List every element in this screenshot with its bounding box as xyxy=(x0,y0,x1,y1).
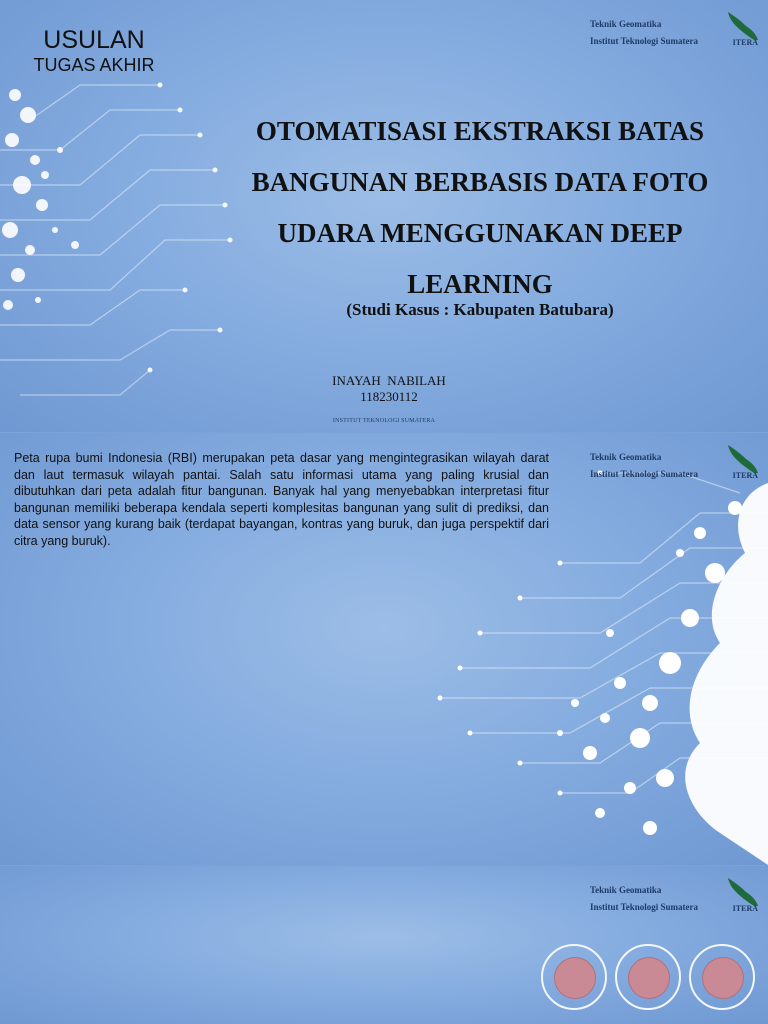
thesis-title xyxy=(220,106,740,310)
brand-institute: Institut Teknologi Sumatera xyxy=(590,902,699,912)
slide-background xyxy=(0,433,768,865)
title-line: OTOMATISASI EKSTRAKSI BATAS xyxy=(255,116,705,146)
itera-logo-text: ITERA xyxy=(732,38,758,47)
itera-logo-text: ITERA xyxy=(732,904,758,913)
itera-logo-text: ITERA xyxy=(732,471,758,480)
author-name: INAYAH NABILAH xyxy=(332,373,446,388)
slide-title xyxy=(0,0,768,432)
author-block xyxy=(260,373,518,405)
usulan-label: USULAN xyxy=(43,26,145,54)
brand-header xyxy=(590,10,760,50)
nav-dot-button[interactable] xyxy=(615,944,681,1010)
title-line: BANGUNAN BERBASIS DATA FOTO xyxy=(251,167,709,197)
institution-label: INSTITUT TEKNOLOGI SUMATERA xyxy=(332,418,436,424)
background-paragraph: Peta rupa bumi Indonesia (RBI) merupakan peta dasar yang mengintegrasikan wilayah darat dan laut termasuk wilayah pantai. Salah satu informasi utama yang paling krusial dan dibutuhkan dari peta adalah fitur bangunan. Banyak hal yang menyebabkan interpretasi fitur bangunan memiliki beberapa kendala seperti komplesitas bangunan yang sulit di prediksi, dan data sensor yang kurang baik (terdapat bayangan, kontras yang buruk, dan juga perspektif dari citra yang buruk). xyxy=(14,451,549,548)
nav-dots xyxy=(541,944,755,1014)
proposal-heading xyxy=(14,26,174,76)
brand-institute: Institut Teknologi Sumatera xyxy=(590,469,699,479)
title-line: UDARA MENGGUNAKAN DEEP xyxy=(277,218,683,248)
author-nim: 118230112 xyxy=(360,389,418,404)
brand-header xyxy=(590,443,760,483)
slide-navigation xyxy=(0,866,768,1024)
brand-header xyxy=(590,876,760,916)
brand-department: Teknik Geomatika xyxy=(590,452,662,462)
brand-institute: Institut Teknologi Sumatera xyxy=(590,36,699,46)
brand-department: Teknik Geomatika xyxy=(590,19,662,29)
case-study-subtitle: (Studi Kasus : Kabupaten Batubara) xyxy=(346,300,614,319)
title-line: LEARNING xyxy=(407,269,553,299)
nav-dot-button[interactable] xyxy=(541,944,607,1010)
tugas-akhir-label: TUGAS AKHIR xyxy=(33,55,155,75)
brand-department: Teknik Geomatika xyxy=(590,885,662,895)
nav-dot-button[interactable] xyxy=(689,944,755,1010)
